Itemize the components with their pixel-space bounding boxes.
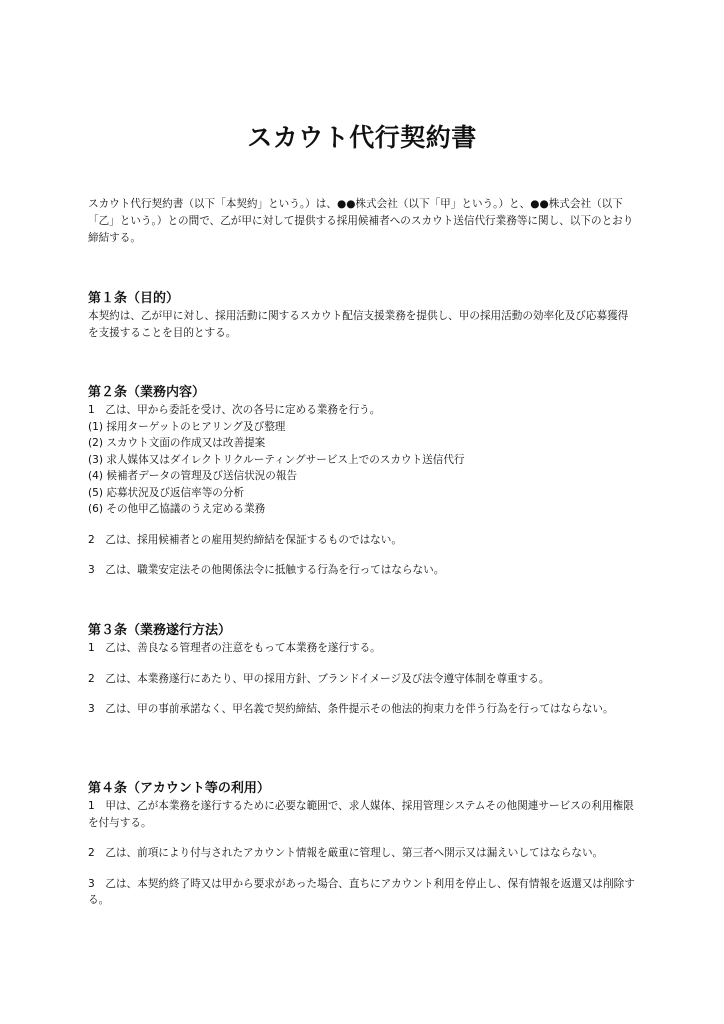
list-item: (5) 応募状況及び返信率等の分析 (88, 486, 245, 499)
list-item: (6) その他甲乙協議のうえ定める業務 (88, 503, 266, 515)
article-4 (88, 780, 636, 909)
list-item: (4) 候補者データの管理及び送信状況の報告 (88, 470, 298, 482)
article-2-heading: 第２条（業務内容） (88, 385, 206, 400)
article-1-paragraph: 本契約は、乙が甲に対し、採用活動に関するスカウト配信支援業務を提供し、甲の採用活動の効率化及び応募獲得を支援することを目的とする。 (88, 310, 629, 339)
article-4-heading: 第４条（アカウント等の利用） (88, 781, 270, 796)
article-3-clause-1: 1 乙は、善良なる管理者の注意をもって本業務を遂行する。 (88, 642, 381, 654)
document-title: スカウト代行契約書 (247, 123, 477, 152)
article-4-clause-1: 1 甲は、乙が本業務を遂行するために必要な範囲で、求人媒体、採用管理システムその他関連サービスの利用権限を付与する。 (88, 800, 634, 829)
article-2-clause-3: 3 乙は、職業安定法その他関係法令に抵触する行為を行ってはならない。 (88, 564, 445, 576)
article-1 (88, 290, 636, 341)
article-3 (88, 622, 636, 718)
article-2 (88, 384, 636, 579)
article-2-clause-1: 1 乙は、甲から委託を受け、次の各号に定める業務を行う。 (88, 404, 381, 416)
article-3-clause-3: 3 乙は、甲の事前承諾なく、甲名義で契約締結、条件提示その他法的拘束力を伴う行為を行ってはならない。 (88, 703, 614, 715)
list-item: (1) 採用ターゲットのヒアリング及び整理 (88, 420, 286, 433)
article-2-item-list (88, 419, 636, 518)
article-4-clause-3: 3 乙は、本契約終了時又は甲から要求があった場合、直ちにアカウント利用を停止し、保有情報を返還又は削除する。 (88, 877, 635, 906)
list-item: (3) 求人媒体又はダイレクトリクルーティングサービス上でのスカウト送信代行 (88, 453, 465, 466)
article-3-heading: 第３条（業務遂行方法） (88, 623, 232, 638)
article-1-heading: 第１条（目的） (88, 291, 180, 306)
list-item: (2) スカウト文面の作成又は改善提案 (88, 437, 266, 449)
article-3-clause-2: 2 乙は、本業務遂行にあたり、甲の採用方針、ブランドイメージ及び法令遵守体制を尊重する。 (88, 672, 550, 685)
intro-paragraph: スカウト代行契約書（以下「本契約」という。）は、●●株式会社（以下「甲」という。）と、●●株式会社（以下「乙」という。）との間で、乙が甲に対して提供する採用候補者へのスカウト送信代行業務等に関し、以下のとおり締結する。 (88, 198, 634, 244)
article-4-clause-2: 2 乙は、前項により付与されたアカウント情報を厳重に管理し、第三者へ開示又は漏えいしてはならない。 (88, 847, 604, 859)
article-2-clause-2: 2 乙は、採用候補者との雇用契約締結を保証するものではない。 (88, 533, 402, 546)
